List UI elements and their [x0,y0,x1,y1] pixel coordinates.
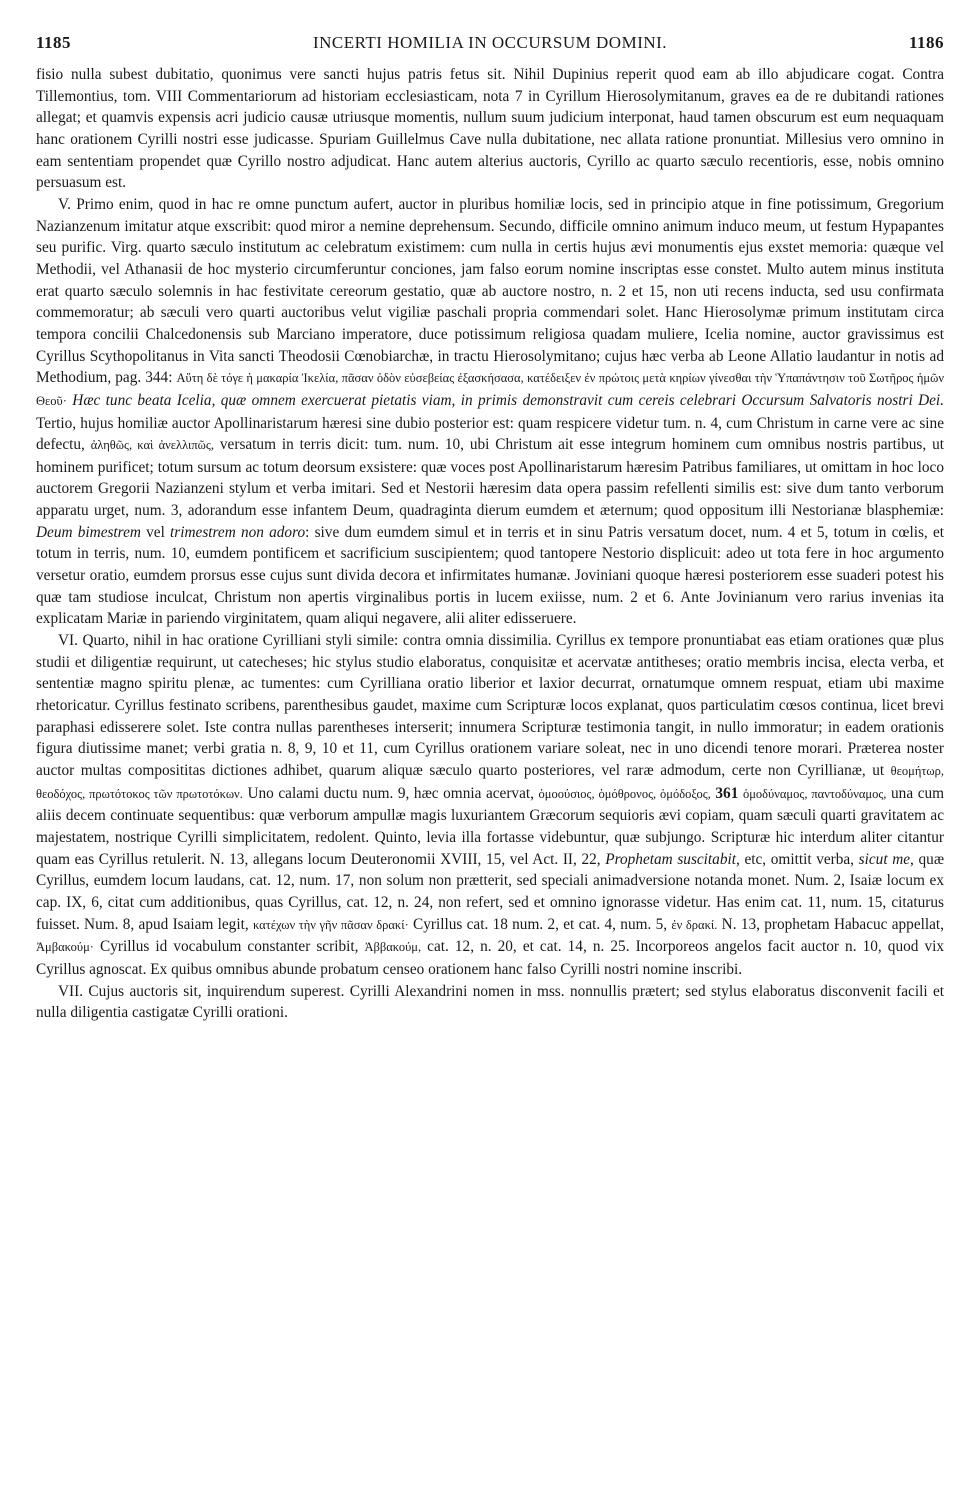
margin-marker: 361 [715,784,739,802]
column-number-left: 1185 [36,33,72,52]
greek-term: κατέχων τὴν γῆν πᾶσαν δρακί· [252,917,409,932]
italic-quote: sicut me, [858,850,914,868]
text-run: Uno calami ductu num. 9, hæc omnia acervat, [247,784,534,802]
paragraph-section-vii [36,981,944,1024]
italic-quote: trimestrem non adoro [170,523,306,541]
greek-term: θεομήτωρ, θεοδόχος, πρωτότοκος τῶν πρωτοτόκων. [36,764,944,801]
paragraph-section-vi [36,630,944,981]
text-run: Cyrillus cat. 18 num. 2, et cat. 4, num. 5, [413,915,668,933]
text-run: Tertio, hujus homiliæ auctor Apollinaristarum hæresi sine dubio posterior est: quam respicere videtur tum. n. 4, cum Christum in carne vere ac sine defectu, [36,414,944,454]
text-run: quæ Cyrillus, eumdem locum laudans, cat. 12, num. 17, non solum non prætterit, sed speciali animadversione notanda monet. Num. 2, Isaiæ locum ex cap. IX, 6, citat cum additionibus, quas Cyrillus, cat. 12, n. 24, non refert, sed et omnino ignorasse videtur. Has enim cat. 11, num. 15, citaturus fuisset. Num. 8, apud Isaiam legit, [36,850,945,933]
greek-term: Ἀββακούμ, [364,940,422,955]
text-run: fisio nulla subest dubitatio, quonimus vere sancti hujus patris fetus sit. Nihil Dupinius reperit quod eam ab illo abjudicare cogat. Contra Tillemontius, tom. VIII Commentariorum ad historiam ecclesiasticam, nota 7 in Cyrillum Hierosolymitanum, graves ea de re dubitandi rationes allegat; et quamvis expensis acri judicio causæ utriusque momentis, nullum suum judicium interponat, haud tamen obscurum est eum nequaquam hanc orationem Cyrilli nostri esse judicasse. Spuriam Guillelmus Cave nulla dubitatione, nec allata ratione pronuntiat. Millesius vero omnino in eam sententiam propendet quæ Cyrillo nostro adjudicat. Hanc autem alterius auctoris, Cyrillo ac quarto sæculo recentioris, esse, nobis omnino persuasum est. [36,66,944,192]
text-run: etc, omittit verba, [744,850,855,868]
text-run: : sive dum eumdem simul et in terris et in sinu Patris versatum docet, num. 4 et 5, totum in cœlis, et totum in terris, num. 10, eumdem pontificem et sacrificium suscipientem; quod tantopere Nestorio displicuit: adeo ut tota fere in hoc argumento versetur oratio, eumdem prorsus esse cujus sunt divida decora et infirmitates humanæ. Joviniani quoque hæresi posteriorem esse suaderi potest his quæ tam studiose inculcat, Christum non apertis virginalibus portis in lucem exiisse, num. 2 et 6. Ante Jovinianum vero rarius invenias ita explicatam Mariæ in pariendo virginitatem, quam aliqui negavere, alii aliter edisseruere. [36,523,944,628]
italic-quote: Prophetam suscitabit, [605,850,740,868]
paragraph-intro [36,64,944,194]
text-run: N. 13, prophetam Habacuc appellat, [721,915,944,933]
text-run: una cum aliis decem continuate sequentibus: quæ verborum ampullæ magis luxuriantem Græcorum sequioris ævi copiam, quam sæculi quarti gravitatem ac majestatem, nostrique Cyrilli simplicitatem, redolent. Quinto, levia illa fortasse videbuntur, quæ subjungo. Scripturæ hic interdum aliter citantur quam eas Cyrillus retulerit. N. 13, allegans locum Deuteronomii XVIII, 15, vel Act. II, 22, [36,784,945,868]
greek-term: Ἀμβακούμ· [36,940,94,955]
latin-translation: Hæc tunc beata Icelia, quæ omnem exercuerat pietatis viam, in primis demonstravit cum cereis celebrari Occursum Salvatoris nostri Dei. [72,391,944,409]
text-run: VI. Quarto, nihil in hac oratione Cyrilliani styli simile: contra omnia dissimilia. Cyrillus ex tempore pronuntiabat eas etiam orationes quæ plus studii et diligentiæ requirunt, ut catecheses; hic stylus studio elaboratus, conquisitæ et acervatæ antitheses; oratio membris incisa, electa verba, et sententiæ magno spiritu plenæ, ac tumentes: cum Cyrilliana oratio liberior et laxior decurrat, ornatumque omnem respuat, etiam ubi maxime rhetoricatur. Cyrillus festinato scribens, parenthesibus gaudet, maxime cum Scripturæ locos explanat, quos particulatim cœsos continua, licet brevi paraphasi edisserere solet. Iste contra nullas parentheses interserit; innumera Scripturæ testimonia tangit, in nullo immoratur; in eadem orationis figura diutissime manet; verbi gratia n. 8, 9, 10 et 11, cum Cyrillus orationem variare soleat, nec in uno dicendi tenore morari. Præterea noster auctor multas composititas dictiones adhibet, quarum aliquæ sæculo quarto posteriores, vel raræ admodum, certe non Cyrillianæ, ut [36,632,944,779]
running-title: INCERTI HOMILIA IN OCCURSUM DOMINI. [312,33,668,52]
greek-term: ἀληθῶς, καὶ ἀνελλιπῶς, [90,438,214,453]
greek-quotation: Αὕτη δὲ τόγε ἡ μακαρία Ἰκελία, πᾶσαν ὁδὸν εὐσεβείας ἐξασκήσασα, κατέδειξεν ἐν πρώτοις μετὰ κηρίων γίνεσθαι τὴν Ὑπαπάντησιν τοῦ Σωτῆρος ἡμῶν Θεοῦ· [36,371,944,408]
page-header [36,33,944,57]
greek-term: ἐν δρακί. [671,917,718,932]
text-run: vel [146,523,165,541]
paragraph-section-v [36,194,944,630]
column-number-right: 1186 [908,33,944,52]
text-run: Cyrillus id vocabulum constanter scribit, [100,938,359,956]
document-body [36,64,944,1024]
text-run: cat. 12, n. 20, et cat. 14, n. 25. Incorporeos angelos facit auctor n. 10, quod vix Cyrillus agnoscat. Ex quibus omnibus abunde probatum censeo orationem hanc falso Cyrilli nostri nomine inscribi. [36,938,945,978]
text-run: V. Primo enim, quod in hac re omne punctum aufert, auctor in pluribus homiliæ locis, sed in principio atque in fine potissimum, Gregorium Nazianzenum imitatur atque exscribit: quod miror a nemine deprehensum. Secundo, difficile omnino animum induco meum, ut festum Hypapantes seu purific. Virg. quarto sæculo institutum ac celebratum existimem: cum nulla in certis hujus ævi monumentis ejus exstet memoria: quæque vel Methodii, vel Athanasii de hoc mysterio circumferuntur conciones, jam falso eorum nomine inscriptas esse constet. Multo autem minus instituta erat quarto sæculo solemnis in hac festivitate cereorum gestatio, quæ ab auctore nostro, n. 2 et 15, non uti recens inducta, sed usu confirmata commemoratur; ab sæculi vero quarti auctoribus velut vigiliæ paschali propria commendari solet. Hanc Hierosolymæ primum institutam circa tempora concilii Chalcedonensis sub Marciano imperatore, duce potissimum religiosa quadam muliere, Icelia nomine, auctor gravissimus est Cyrillus Scythopolitanus in Vita sancti Theodosii Cœnobiarchæ, in tractu Hierosolymitano; cujus hæc verba ab Leone Allatio laudantur in notis ad Methodium, pag. 344: [36,195,944,387]
greek-term: ὁμοούσιος, ὁμόθρονος, ὁμόδοξος, [538,786,711,801]
text-run: VII. Cujus auctoris sit, inquirendum superest. Cyrilli Alexandrini nomen in mss. nonnullis prætert; sed stylus elaboratus disconvenit facili et nulla diligentia castigatæ Cyrilli orationi. [36,982,944,1022]
italic-quote: Deum bimestrem [36,523,141,541]
greek-term: ὁμοδύναμος, παντοδύναμος, [742,786,887,801]
text-run: versatum in terris dicit: tum. num. 10, ubi Christum ait esse integrum hominem cum omnibus nostris partibus, ut hominem purificet; totum sursum ac totum deorsum exsistere: quæ voces post Apollinaristarum hæresim Patribus familiares, ut omittam in hoc loco auctorem Gregorii Nazianzeni stylum et verba imitari. Sed et Nestorii hæresim data opera passim refellenti similis est: sive dum tanto verborum apparatu urget, num. 3, adorandum esse infantem Deum, quadraginta dierum eumdem et æternum; quod oppositum illi Nestorianæ blasphemiæ: [36,436,945,520]
